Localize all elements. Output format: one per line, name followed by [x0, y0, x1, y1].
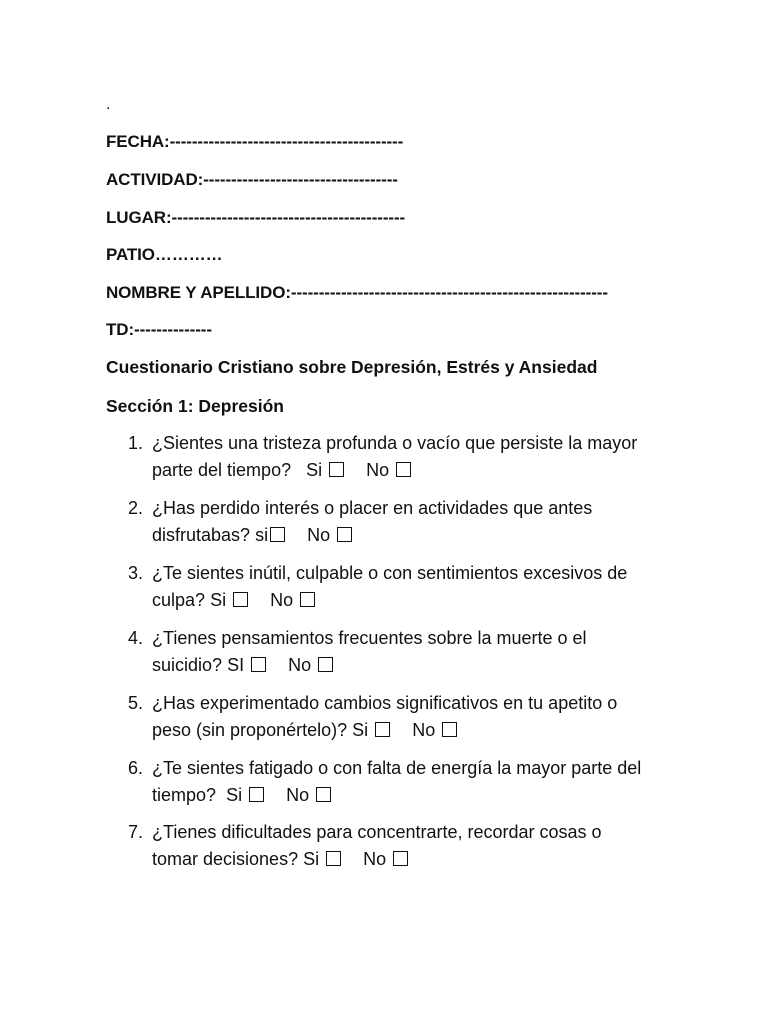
- si-checkbox[interactable]: [375, 722, 390, 737]
- question-text-line2: tomar decisiones?: [152, 849, 299, 869]
- no-label: No: [307, 525, 331, 545]
- no-checkbox[interactable]: [396, 462, 411, 477]
- no-checkbox[interactable]: [442, 722, 457, 737]
- question-text-line2: suicidio?: [152, 655, 223, 675]
- si-checkbox[interactable]: [329, 462, 344, 477]
- document-title: Cuestionario Cristiano sobre Depresión, Estrés y Ansiedad: [106, 357, 598, 377]
- actividad-field: ACTIVIDAD:-----------------------------------: [106, 170, 398, 189]
- question-text-line2: peso (sin proponértelo)?: [152, 720, 348, 740]
- question-item: [128, 819, 668, 873]
- si-label: si: [255, 525, 269, 545]
- no-label: No: [286, 785, 310, 805]
- question-number: 1.: [128, 433, 144, 453]
- question-item: [128, 430, 668, 484]
- si-checkbox[interactable]: [251, 657, 266, 672]
- question-item: [128, 625, 668, 679]
- question-text-line1: ¿Sientes una tristeza profunda o vacío que persiste la mayor: [152, 433, 638, 453]
- question-item: [128, 690, 668, 744]
- question-number: 7.: [128, 822, 144, 842]
- question-item: [128, 755, 668, 809]
- no-label: No: [363, 849, 387, 869]
- no-checkbox[interactable]: [316, 787, 331, 802]
- question-answer-line: [152, 457, 668, 484]
- question-answer-line: [152, 717, 668, 744]
- no-checkbox[interactable]: [337, 527, 352, 542]
- no-label: No: [366, 460, 390, 480]
- question-body: [152, 495, 668, 549]
- si-checkbox[interactable]: [233, 592, 248, 607]
- question-text-line2: parte del tiempo?: [152, 460, 292, 480]
- si-checkbox[interactable]: [270, 527, 285, 542]
- question-text-line1: ¿Tienes dificultades para concentrarte, recordar cosas o: [152, 822, 602, 842]
- stray-dot: .: [106, 96, 111, 113]
- question-body: [152, 690, 668, 744]
- question-answer-line: [152, 587, 668, 614]
- question-answer-line: [152, 846, 668, 873]
- question-body: [152, 560, 668, 614]
- question-text-line2: culpa?: [152, 590, 206, 610]
- question-number: 5.: [128, 693, 144, 713]
- si-label: Si: [226, 785, 243, 805]
- question-text-line1: ¿Te sientes inútil, culpable o con sentimientos excesivos de: [152, 563, 628, 583]
- question-body: [152, 819, 668, 873]
- section-title: Sección 1: Depresión: [106, 396, 284, 416]
- question-text-line1: ¿Te sientes fatigado o con falta de energía la mayor parte del: [152, 758, 642, 778]
- si-checkbox[interactable]: [249, 787, 264, 802]
- no-checkbox[interactable]: [318, 657, 333, 672]
- lugar-field: LUGAR:------------------------------------------: [106, 208, 406, 227]
- question-text-line1: ¿Has perdido interés o placer en actividades que antes: [152, 498, 593, 518]
- question-number: 6.: [128, 758, 144, 778]
- si-label: Si: [352, 720, 369, 740]
- question-text-line2: tiempo?: [152, 785, 217, 805]
- no-checkbox[interactable]: [393, 851, 408, 866]
- no-label: No: [412, 720, 436, 740]
- nombre-apellido-field: NOMBRE Y APELLIDO:---------------------------------------------------------: [106, 283, 608, 302]
- td-field: TD:--------------: [106, 320, 212, 339]
- si-label: Si: [210, 590, 227, 610]
- si-checkbox[interactable]: [326, 851, 341, 866]
- no-label: No: [288, 655, 312, 675]
- question-number: 3.: [128, 563, 144, 583]
- question-body: [152, 755, 668, 809]
- question-answer-line: [152, 782, 668, 809]
- patio-field: PATIO…………: [106, 245, 223, 264]
- si-label: SI: [227, 655, 245, 675]
- question-answer-line: [152, 522, 668, 549]
- si-label: Si: [306, 460, 323, 480]
- question-body: [152, 430, 668, 484]
- no-label: No: [270, 590, 294, 610]
- question-item: [128, 560, 668, 614]
- question-number: 2.: [128, 498, 144, 518]
- si-label: Si: [303, 849, 320, 869]
- question-text-line1: ¿Has experimentado cambios significativos en tu apetito o: [152, 693, 618, 713]
- question-item: [128, 495, 668, 549]
- no-checkbox[interactable]: [300, 592, 315, 607]
- question-number: 4.: [128, 628, 144, 648]
- question-text-line1: ¿Tienes pensamientos frecuentes sobre la muerte o el: [152, 628, 587, 648]
- question-body: [152, 625, 668, 679]
- question-answer-line: [152, 652, 668, 679]
- question-text-line2: disfrutabas?: [152, 525, 251, 545]
- fecha-field: FECHA:------------------------------------------: [106, 132, 404, 151]
